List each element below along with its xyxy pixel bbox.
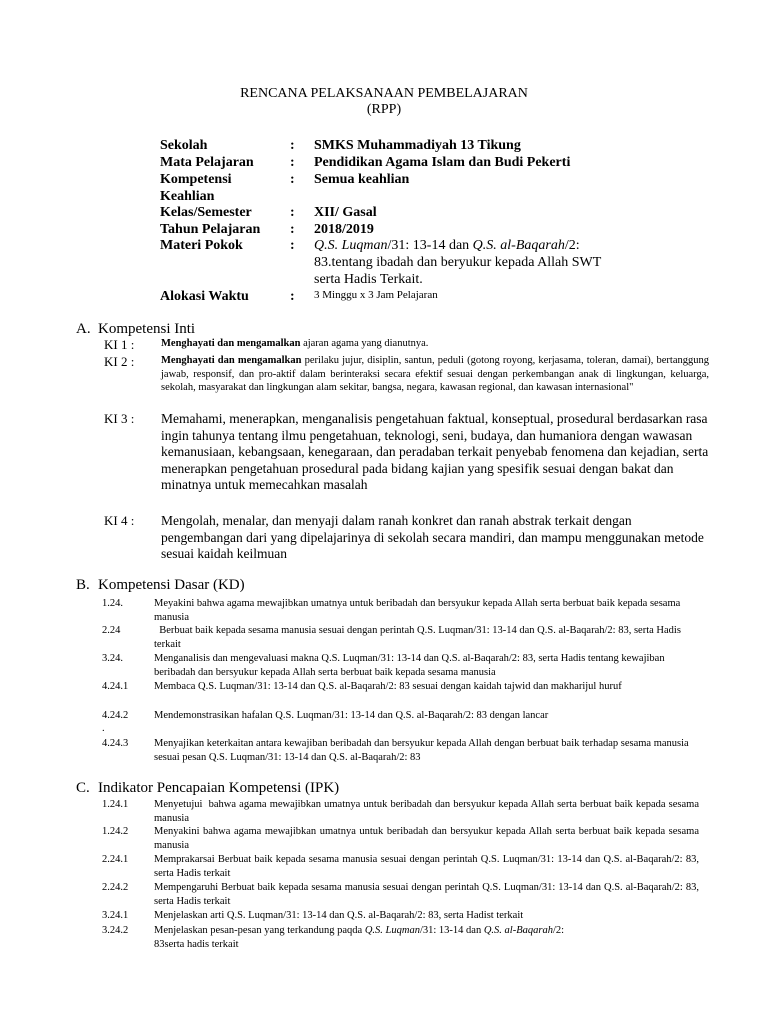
surah-baqarah: Q.S. al-Baqarah <box>483 925 553 936</box>
section-letter: A. <box>76 321 91 337</box>
info-value: XII/ Gasal <box>314 205 377 220</box>
ki-label: KI 1 : <box>104 337 135 352</box>
info-value: 3 Minggu x 3 Jam Pelajaran <box>314 289 438 301</box>
info-label: Kompetensi <box>160 172 232 187</box>
kd-number: 3.24. <box>102 653 123 664</box>
ipk-number: 1.24.2 <box>102 826 129 837</box>
info-label: Sekolah <box>160 138 208 153</box>
ki-text: Mengolah, menalar, dan menyaji dalam ranah konkret dan ranah abstrak terkait dengan pengembangan dari yang dipelajarinya di sekolah secara mandiri, dan mampu menggunakan metode sesuai kaidah keilmuan <box>161 513 704 561</box>
info-value <box>314 238 580 254</box>
ki-body: perilaku jujur, disiplin, santun, peduli (gotong royong, kerjasama, toleran, damai), bertanggung jawab, responsif, dan pro-aktif dalam berinteraksi secara efektif sesuai dengan perkembangan anak di lingkungan, keluarga, sekolah, masyarakat dan lingkungan alam sekitar, bangsa, negara, kawasan regional, dan kawasan internasional" <box>161 355 710 393</box>
info-label: Mata Pelajaran <box>160 155 254 170</box>
ipk-text: Memprakarsai Berbuat baik kepada sesama manusia sesuai dengan perintah Q.S. Luqman/31: 13-14 dan Q.S. al-Baqarah/2: 83, serta Hadis terkait <box>154 854 699 879</box>
ki-text <box>161 354 709 395</box>
kd-text: Menganalisis dan mengevaluasi makna Q.S. Luqman/31: 13-14 dan Q.S. al-Baqarah/2: 83, serta Hadis tentang kewajiban beribadah dan bersyukur kepada Allah serta berbuat baik kepada sesama manusia <box>154 653 665 678</box>
kd-text: Berbuat baik kepada sesama manusia sesuai dengan perintah Q.S. Luqman/31: 13-14 dan Q.S. al-Baqarah/2: 83, serta Hadis terkait <box>154 625 684 650</box>
kd-text: Membaca Q.S. Luqman/31: 13-14 dan Q.S. al-Baqarah/2: 83 sesuai dengan kaidah tajwid dan makharijul huruf <box>154 681 622 692</box>
info-colon: : <box>290 172 295 187</box>
info-colon: : <box>290 289 295 304</box>
ki-label: KI 3 : <box>104 411 135 426</box>
info-colon: : <box>290 155 295 170</box>
ki-label: KI 2 : <box>104 354 135 369</box>
ki-body: ajaran agama yang dianutnya. <box>300 338 429 349</box>
kd-number: 4.24.3 <box>102 738 129 749</box>
document-title: RENCANA PELAKSANAAN PEMBELAJARAN <box>240 86 528 101</box>
text-fragment: 83serta hadis terkait <box>154 938 239 950</box>
section-letter: B. <box>76 577 90 593</box>
ipk-number: 2.24.2 <box>102 882 129 893</box>
text-fragment: /2: <box>552 925 565 936</box>
ipk-number: 2.24.1 <box>102 854 129 865</box>
info-label: Alokasi Waktu <box>160 289 249 304</box>
ipk-text: Menjelaskan arti Q.S. Luqman/31: 13-14 dan Q.S. al-Baqarah/2: 83, serta Hadist terkait <box>154 910 524 921</box>
ipk-text: Mempengaruhi Berbuat baik kepada sesama manusia sesuai dengan perintah Q.S. Luqman/31: 13-14 dan Q.S. al-Baqarah/2: 83, serta Hadis terkait <box>154 882 699 907</box>
surah-baqarah: Q.S. al-Baqarah <box>472 238 565 253</box>
info-colon: : <box>290 222 295 237</box>
text-fragment: /31: 13-14 dan <box>387 238 473 253</box>
kd-number: 4.24.2 <box>102 710 129 721</box>
ipk-number: 1.24.1 <box>102 799 129 810</box>
kd-number: 1.24. <box>102 598 123 609</box>
info-colon: : <box>290 238 295 253</box>
section-title: Kompetensi Dasar (KD) <box>98 577 245 593</box>
section-title: Indikator Pencapaian Kompetensi (IPK) <box>98 780 340 796</box>
section-title: Kompetensi Inti <box>98 321 196 337</box>
kd-text: Mendemonstrasikan hafalan Q.S. Luqman/31: 13-14 dan Q.S. al-Baqarah/2: 83 dengan lancar <box>154 710 549 721</box>
kd-dot: . <box>102 723 105 734</box>
kd-text: Menyajikan keterkaitan antara kewajiban beribadah dan bersyukur kepada Allah dengan berbuat baik terhadap sesama manusia sesuai pesan Q.S. Luqman/31: 13-14 dan Q.S. al-Baqarah/2: 83 <box>154 738 689 763</box>
info-label-cont: Keahlian <box>160 189 215 204</box>
kd-text: Meyakini bahwa agama mewajibkan umatnya untuk beribadah dan bersyukur kepada Allah serta berbuat baik kepada sesama manusia <box>154 598 681 623</box>
ipk-number: 3.24.1 <box>102 910 129 921</box>
ipk-text <box>154 924 699 951</box>
text-fragment: Menjelaskan pesan-pesan yang terkandung paqda <box>154 925 365 936</box>
ki-emphasis: Menghayati dan mengamalkan <box>161 355 302 366</box>
ipk-text: Menyakini bahwa agama mewajibkan umatnya untuk beribadah dan bersyukur kepada Allah serta berbuat baik kepada sesama manusia <box>154 826 699 851</box>
surah-luqman: Q.S. Luqman <box>364 925 420 936</box>
kd-number: 2.24 <box>102 625 121 636</box>
ipk-text: Menyetujui bahwa agama mewajibkan umatnya untuk beribadah dan bersyukur kepada Allah serta berbuat baik kepada sesama manusia <box>154 799 702 824</box>
info-value: SMKS Muhammadiyah 13 Tikung <box>314 138 521 153</box>
info-value-cont: serta Hadis Terkait. <box>314 272 423 287</box>
ki-text: Memahami, menerapkan, menganalisis pengetahuan faktual, konseptual, prosedural berdasarkan rasa ingin tahunya tentang ilmu pengetahuan, teknologi, seni, budaya, dan humaniora dengan wawasan kemanusiaan, kebangsaan, kenegaraan, dan peradaban terkait penyebab fenomena dan kejadian, serta menerapkan pengetahuan prosedural pada bidang kajian yang spesifik sesuai dengan bakat dan minatnya untuk memecahkan masalah <box>161 411 709 492</box>
info-value-cont: 83.tentang ibadah dan beryukur kepada Allah SWT <box>314 255 602 270</box>
ki-emphasis: Menghayati dan mengamalkan <box>161 338 301 349</box>
info-label: Kelas/Semester <box>160 205 252 220</box>
text-fragment: /2: <box>564 238 580 253</box>
surah-luqman: Q.S. Luqman <box>314 238 388 253</box>
info-value: Semua keahlian <box>314 172 410 187</box>
kd-number: 4.24.1 <box>102 681 129 692</box>
document-subtitle: (RPP) <box>366 102 402 117</box>
ipk-number: 3.24.2 <box>102 925 129 936</box>
section-letter: C. <box>76 780 90 796</box>
text-fragment: /31: 13-14 dan <box>419 925 484 936</box>
ki-label: KI 4 : <box>104 513 135 528</box>
info-value: 2018/2019 <box>314 222 374 237</box>
info-colon: : <box>290 138 295 153</box>
section-b-heading <box>76 577 245 594</box>
info-value: Pendidikan Agama Islam dan Budi Pekerti <box>314 155 571 170</box>
info-label: Materi Pokok <box>160 238 243 253</box>
ki-text <box>161 337 709 351</box>
info-label: Tahun Pelajaran <box>160 222 261 237</box>
section-a-heading <box>76 321 195 338</box>
info-colon: : <box>290 205 295 220</box>
section-c-heading <box>76 780 339 797</box>
